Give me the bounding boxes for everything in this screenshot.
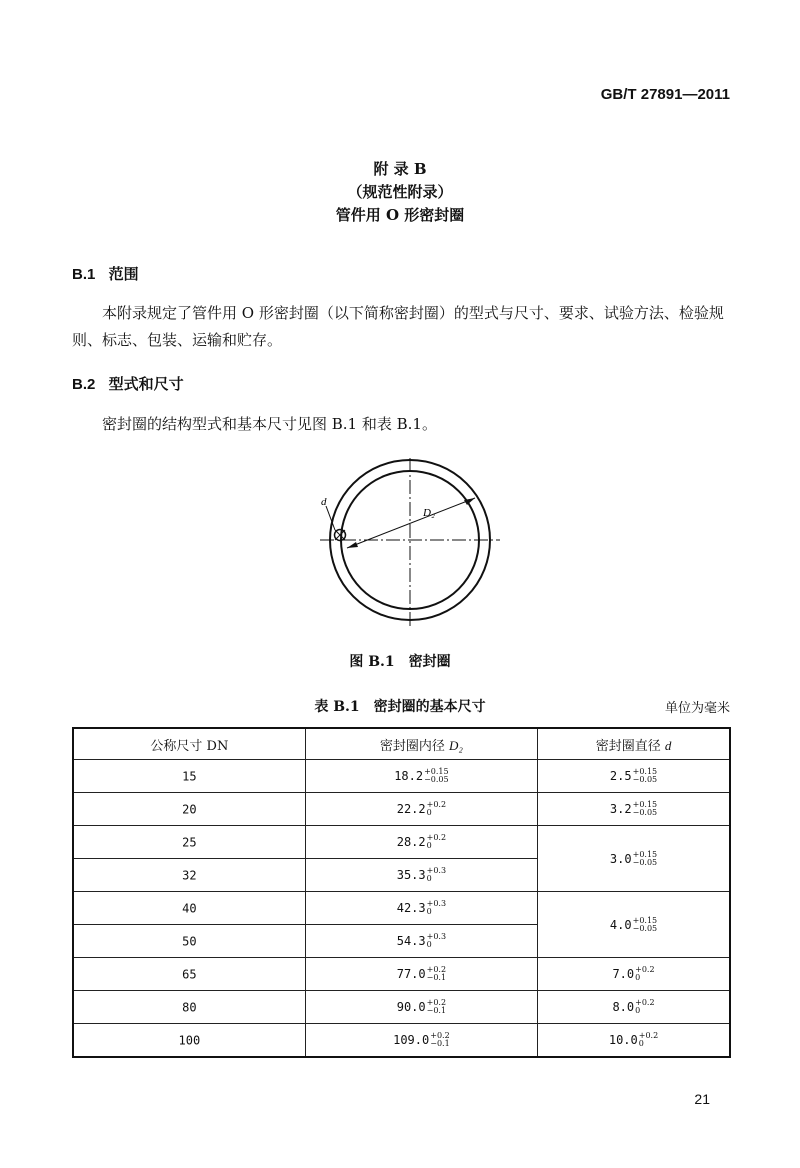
nominal-value: 90.0 (396, 1000, 426, 1014)
tolerance (427, 999, 446, 1015)
dn-value: 80 (182, 1000, 197, 1014)
lower-deviation: 0 (426, 808, 432, 817)
section-heading-b1 (72, 263, 139, 284)
cell-dn (73, 958, 305, 991)
table-row (73, 1024, 730, 1058)
nominal-value: 10.0 (608, 1033, 638, 1047)
header-dn: 公称尺寸 DN (73, 728, 305, 760)
cell-inner-diameter (305, 760, 537, 793)
cell-inner-diameter (305, 892, 537, 925)
cell-section-diameter (538, 991, 730, 1024)
section-paragraph: 本附录规定了管件用 O 形密封圈（以下简称密封圈）的型式与尺寸、要求、试验方法、检验规则、标志、包装、运输和贮存。 (72, 304, 724, 349)
header-text: 密封圈内径 (379, 738, 449, 754)
tolerance (427, 966, 446, 982)
table-row (73, 826, 730, 859)
cell-inner-diameter (305, 859, 537, 892)
cell-inner-diameter (305, 958, 537, 991)
cell-inner-diameter (305, 793, 537, 826)
cell-dn (73, 991, 305, 1024)
lower-deviation: 0 (635, 1006, 641, 1015)
lower-deviation: −0.05 (424, 775, 449, 784)
tolerance (633, 851, 658, 867)
tolerance (633, 917, 658, 933)
lower-deviation: 0 (426, 874, 432, 883)
upper-deviation: +0.15 (424, 767, 449, 776)
upper-deviation: +0.15 (632, 915, 658, 925)
header-inner-diameter (305, 728, 537, 760)
table-row (73, 958, 730, 991)
tolerance (430, 1032, 449, 1048)
upper-deviation: +0.3 (426, 899, 447, 908)
upper-deviation: +0.15 (632, 800, 658, 809)
label-d: d (321, 496, 327, 508)
nominal-value: 18.2 (394, 769, 424, 783)
table-caption: 表 B.1 密封圈的基本尺寸 (314, 699, 486, 715)
dn-value: 15 (182, 769, 197, 783)
tolerance (427, 867, 446, 883)
nominal-value: 3.2 (609, 802, 632, 816)
annex-type: （规范性附录） (347, 183, 453, 201)
nominal-value: 3.0 (609, 851, 632, 866)
cell-dn (73, 925, 305, 958)
annex-subtitle: 管件用 O 形密封圈 (335, 206, 465, 224)
nominal-value: 42.3 (396, 901, 426, 915)
cell-dn (73, 793, 305, 826)
nominal-value: 7.0 (612, 967, 635, 981)
figure-caption: 图 B.1 密封圈 (349, 654, 451, 670)
lower-deviation: −0.05 (632, 923, 658, 933)
cell-dn (73, 859, 305, 892)
cell-section-diameter (538, 892, 730, 958)
cell-inner-diameter (305, 1024, 537, 1058)
section-paragraph: 密封圈的结构型式和基本尺寸见图 B.1 和表 B.1。 (102, 415, 437, 433)
nominal-value: 54.3 (396, 934, 426, 948)
label-D2: D₂ (423, 507, 435, 519)
nominal-value: 22.2 (396, 802, 426, 816)
tolerance (635, 966, 654, 982)
table-unit: 单位为毫米 (664, 701, 730, 716)
table-row (73, 793, 730, 826)
cell-dn (73, 1024, 305, 1058)
dn-value: 100 (178, 1033, 201, 1047)
cell-section-diameter (538, 826, 730, 892)
dn-value: 25 (182, 835, 197, 849)
annex-title: 附 录 B (373, 160, 427, 178)
dn-value: 20 (182, 802, 197, 816)
section-title: 型式和尺寸 (108, 375, 184, 393)
upper-deviation: +0.2 (426, 800, 447, 809)
seal-dimensions-table (72, 727, 731, 1058)
tolerance (424, 768, 449, 784)
standard-number: GB/T 27891—2011 (600, 86, 730, 103)
upper-deviation: +0.2 (638, 1031, 659, 1040)
nominal-value: 8.0 (612, 1000, 635, 1014)
dn-value: 50 (182, 934, 197, 948)
tolerance (633, 768, 658, 784)
cell-inner-diameter (305, 826, 537, 859)
cell-section-diameter (538, 958, 730, 991)
lower-deviation: 0 (426, 940, 432, 949)
upper-deviation: +0.3 (426, 932, 447, 941)
section-number: B.2 (72, 376, 96, 393)
lower-deviation: −0.05 (632, 857, 658, 867)
cell-inner-diameter (305, 925, 537, 958)
upper-deviation: +0.2 (635, 965, 655, 974)
tolerance (635, 999, 654, 1015)
tolerance (427, 801, 446, 817)
upper-deviation: +0.3 (426, 866, 447, 875)
tolerance (427, 933, 446, 949)
lower-deviation: 0 (635, 973, 641, 982)
lower-deviation: −0.1 (426, 973, 447, 982)
lower-deviation: −0.1 (426, 1006, 447, 1015)
D2-arrow-left (347, 542, 358, 548)
upper-deviation: +0.2 (426, 998, 447, 1007)
o-ring-figure (315, 458, 505, 628)
header-section-diameter (538, 728, 730, 760)
nominal-value: 35.3 (396, 868, 426, 882)
tolerance (639, 1032, 658, 1048)
cell-dn (73, 760, 305, 793)
header-text: 密封圈直径 (595, 738, 665, 754)
lower-deviation: −0.1 (430, 1039, 450, 1048)
cell-dn (73, 892, 305, 925)
dn-value: 32 (182, 868, 197, 882)
lower-deviation: 0 (426, 907, 432, 916)
section-heading-b2 (72, 373, 184, 394)
upper-deviation: +0.2 (635, 998, 655, 1007)
header-symbol: D₂ (449, 737, 463, 753)
upper-deviation: +0.2 (426, 833, 447, 842)
lower-deviation: 0 (638, 1039, 644, 1048)
dn-value: 40 (182, 901, 197, 915)
upper-deviation: +0.2 (426, 965, 447, 974)
nominal-value: 77.0 (396, 967, 426, 981)
section-number: B.1 (72, 266, 96, 283)
nominal-value: 28.2 (396, 835, 426, 849)
cell-section-diameter (538, 793, 730, 826)
table-row (73, 991, 730, 1024)
table-row (73, 760, 730, 793)
upper-deviation: +0.15 (632, 849, 658, 859)
table-row (73, 892, 730, 925)
cell-inner-diameter (305, 991, 537, 1024)
nominal-value: 2.5 (609, 769, 632, 783)
lower-deviation: −0.05 (632, 808, 658, 817)
page-number: 21 (694, 1091, 710, 1107)
tolerance (427, 900, 446, 916)
tolerance (427, 834, 446, 850)
lower-deviation: 0 (426, 841, 432, 850)
nominal-value: 109.0 (393, 1033, 430, 1047)
lower-deviation: −0.05 (632, 775, 658, 784)
tolerance (633, 801, 658, 817)
cell-dn (73, 826, 305, 859)
header-symbol: d (664, 737, 672, 753)
upper-deviation: +0.15 (632, 767, 658, 776)
dn-value: 65 (182, 967, 197, 981)
section-title: 范围 (108, 265, 139, 283)
nominal-value: 4.0 (609, 917, 632, 932)
table-header-row (73, 728, 730, 760)
cell-section-diameter (538, 760, 730, 793)
cell-section-diameter (538, 1024, 730, 1058)
upper-deviation: +0.2 (430, 1031, 450, 1040)
